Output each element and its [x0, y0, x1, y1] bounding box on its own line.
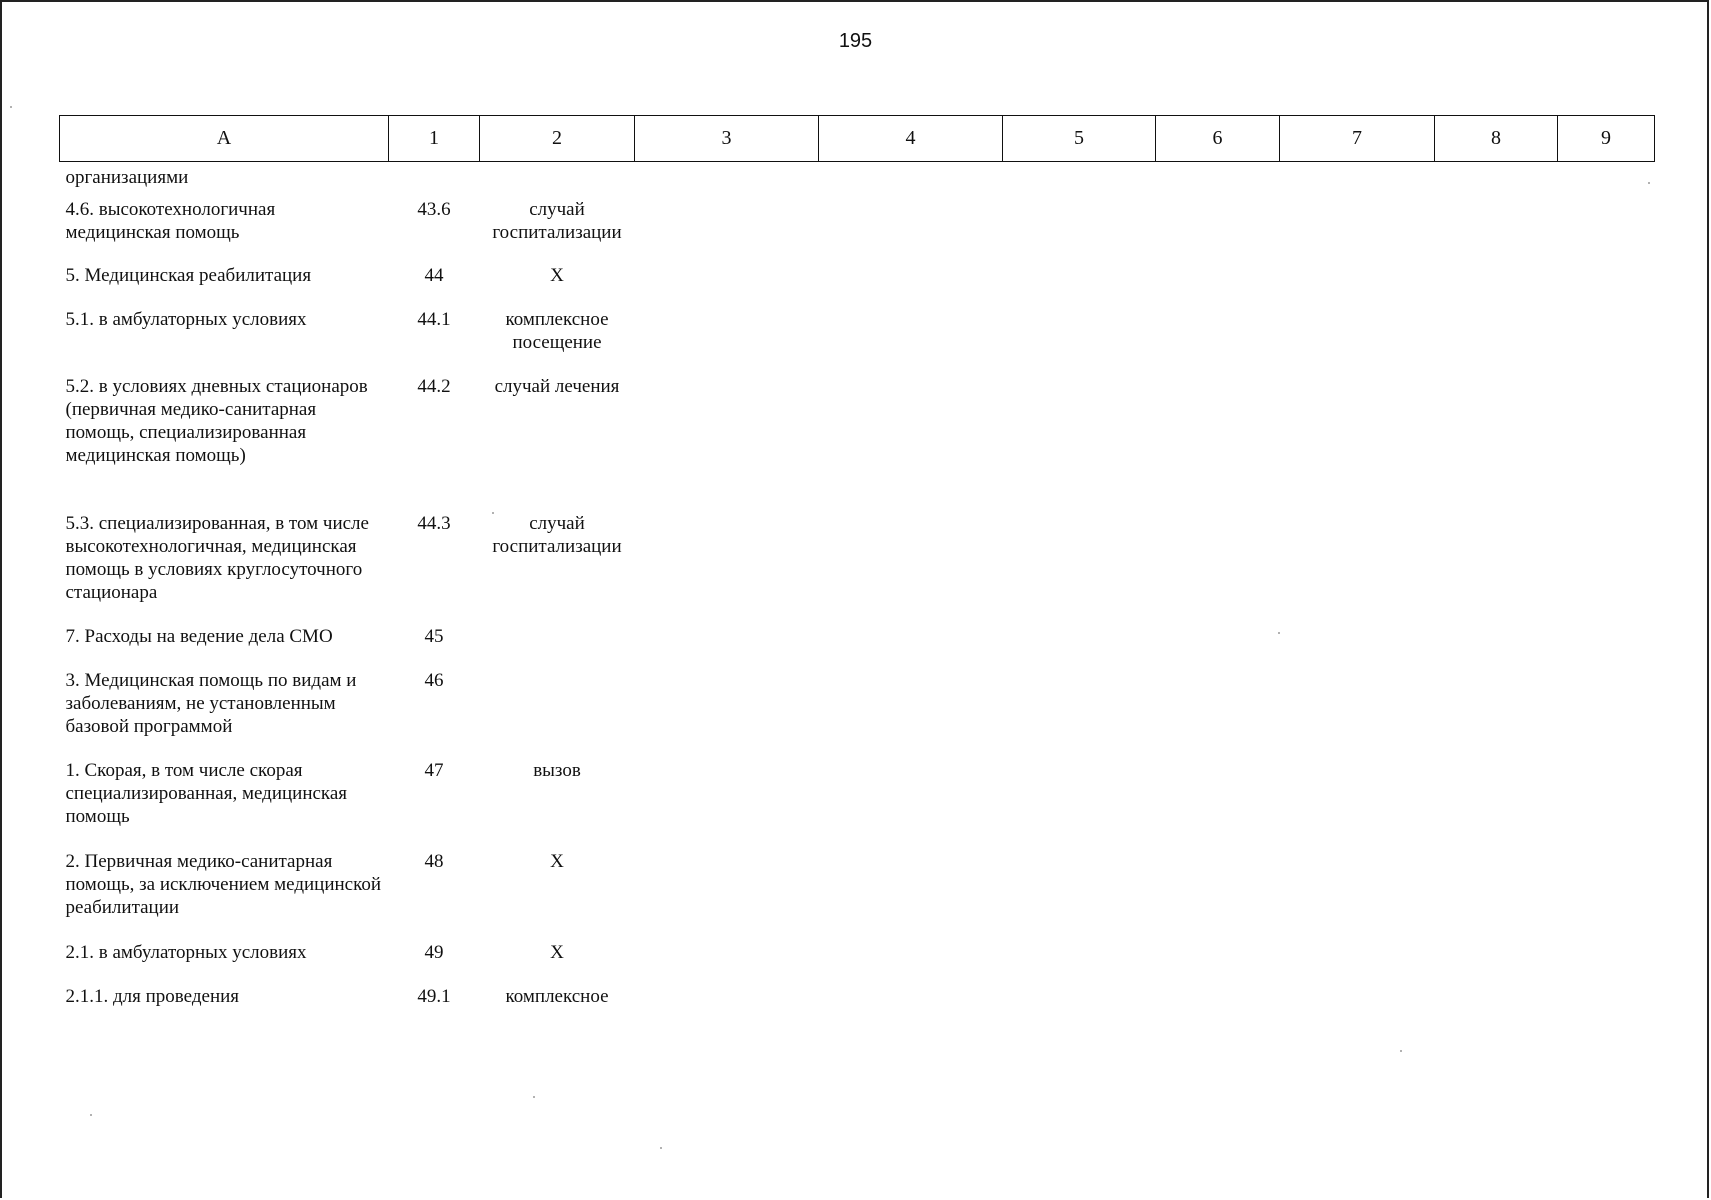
- scan-speck: [660, 1147, 662, 1149]
- column-header-1: 1: [389, 116, 480, 162]
- row-unit: X: [550, 264, 564, 286]
- scan-speck: [90, 1114, 92, 1116]
- column-header-8: 8: [1435, 116, 1558, 162]
- row-name: 2.1.1. для проведения: [65, 985, 240, 1007]
- scan-speck: [492, 512, 494, 514]
- row-name: 5.2. в условиях дневных стационаров (первичная медико-санитарная помощь, специализированная медицинская помощь): [65, 375, 368, 466]
- table-row: [60, 375, 1655, 512]
- row-line-number: 49: [424, 941, 444, 963]
- row-line-number: 43.6: [417, 198, 451, 220]
- column-header-4: 4: [819, 116, 1003, 162]
- row-name: организациями: [65, 167, 189, 188]
- row-unit: случай госпитализации: [492, 512, 622, 557]
- row-unit: случай лечения: [494, 375, 620, 397]
- row-line-number: [389, 162, 480, 198]
- column-header-9: 9: [1558, 116, 1655, 162]
- table-row: [60, 669, 1655, 759]
- row-unit: комплексное: [505, 985, 609, 1007]
- row-line-number: 44: [424, 264, 444, 286]
- table-row: [60, 198, 1655, 264]
- row-unit: вызов: [533, 759, 581, 781]
- scan-speck: [1278, 632, 1280, 634]
- table-row: [60, 308, 1655, 375]
- row-line-number: 46: [424, 669, 444, 691]
- scan-speck: [1648, 182, 1650, 184]
- row-name: 2. Первичная медико-санитарная помощь, за исключением медицинской реабилитации: [65, 850, 382, 918]
- row-line-number: 44.3: [417, 512, 451, 534]
- column-header-2: 2: [480, 116, 635, 162]
- column-header-5: 5: [1003, 116, 1156, 162]
- row-unit: [480, 669, 635, 759]
- scan-speck: [1400, 1050, 1402, 1052]
- row-name: 7. Расходы на ведение дела СМО: [65, 625, 333, 647]
- row-line-number: 45: [424, 625, 444, 647]
- row-name: 5. Медицинская реабилитация: [65, 264, 312, 286]
- table-row: [60, 850, 1655, 941]
- row-name: 3. Медицинская помощь по видам и заболеваниям, не установленным базовой программой: [65, 669, 357, 737]
- data-table: [59, 115, 1655, 1015]
- table-row: [60, 162, 1655, 198]
- row-unit: случай госпитализации: [492, 198, 622, 243]
- column-header-a: А: [60, 116, 389, 162]
- row-name: 2.1. в амбулаторных условиях: [65, 941, 307, 963]
- row-name: 4.6. высокотехнологичная медицинская помощь: [65, 198, 276, 243]
- row-name: 5.3. специализированная, в том числе высокотехнологичная, медицинская помощь в условиях круглосуточного стационара: [65, 512, 369, 603]
- table-row: [60, 985, 1655, 1015]
- row-line-number: 49.1: [417, 985, 451, 1007]
- column-header-7: 7: [1280, 116, 1435, 162]
- row-line-number: 44.2: [417, 375, 451, 397]
- table-row: [60, 625, 1655, 669]
- table-header-row: [60, 116, 1655, 162]
- row-line-number: 44.1: [417, 308, 451, 330]
- table-row: [60, 941, 1655, 985]
- row-unit: комплексное посещение: [505, 308, 609, 353]
- column-header-3: 3: [635, 116, 819, 162]
- row-unit: X: [550, 941, 564, 963]
- scan-speck: [533, 1096, 535, 1098]
- table-row: [60, 264, 1655, 308]
- row-unit: [480, 625, 635, 669]
- row-line-number: 47: [424, 759, 444, 781]
- page-number: 195: [838, 30, 873, 52]
- scan-speck: [10, 106, 12, 108]
- row-unit: [480, 162, 635, 198]
- table-row: [60, 759, 1655, 850]
- row-name: 5.1. в амбулаторных условиях: [65, 308, 307, 330]
- row-line-number: 48: [424, 850, 444, 872]
- column-header-6: 6: [1156, 116, 1280, 162]
- row-unit: X: [550, 850, 564, 872]
- table-row: [60, 512, 1655, 625]
- row-name: 1. Скорая, в том числе скорая специализированная, медицинская помощь: [65, 759, 348, 827]
